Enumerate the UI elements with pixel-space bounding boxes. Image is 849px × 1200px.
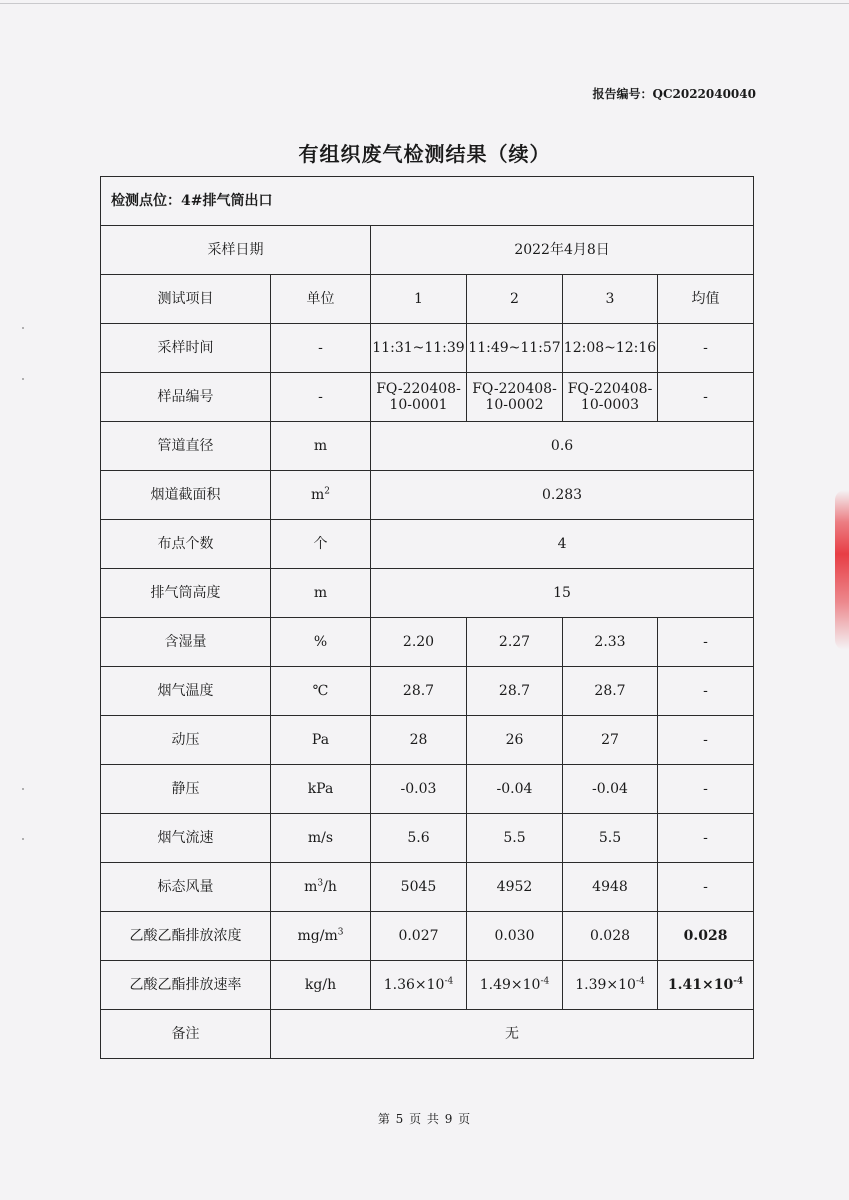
scan-speck [22, 327, 24, 329]
row-unit [271, 471, 371, 520]
row-label: 含湿量 [101, 618, 271, 667]
scan-speck [22, 378, 24, 380]
cell-value: 0.6 [371, 422, 754, 471]
unit-base: m [304, 879, 318, 895]
cell-value [563, 961, 658, 1010]
cell-value: 5045 [371, 863, 467, 912]
cell-average: - [658, 667, 754, 716]
sample-id-part: FQ-220408- [376, 381, 461, 397]
cell-value: 5.5 [467, 814, 563, 863]
cell-value: 0.283 [371, 471, 754, 520]
cell-value: 5.5 [563, 814, 658, 863]
cell-value: 4 [371, 520, 754, 569]
table-row [101, 422, 754, 471]
sample-id-part: FQ-220408- [567, 381, 653, 397]
cell-value: 5.6 [371, 814, 467, 863]
row-label: 烟气温度 [101, 667, 271, 716]
sample-id-part: 10-0002 [485, 397, 544, 413]
header-run-2: 2 [467, 275, 563, 324]
row-label: 动压 [101, 716, 271, 765]
row-label: 采样时间 [101, 324, 271, 373]
row-unit: 个 [271, 520, 371, 569]
cell-value [467, 373, 563, 422]
row-unit: - [271, 373, 371, 422]
row-label: 备注 [101, 1010, 271, 1059]
cell-average: - [658, 716, 754, 765]
results-table [100, 176, 754, 1059]
cell-value: 11:31~11:39 [371, 324, 467, 373]
row-label: 静压 [101, 765, 271, 814]
row-label: 样品编号 [101, 373, 271, 422]
report-number: 报告编号：QC2022040040 [592, 87, 756, 101]
row-unit [271, 863, 371, 912]
cell-value [563, 373, 658, 422]
cell-value: -0.04 [563, 765, 658, 814]
header-unit: 单位 [271, 275, 371, 324]
header-run-1: 1 [371, 275, 467, 324]
table-row [101, 520, 754, 569]
rate-mantissa: 1.39×10 [575, 977, 636, 993]
cell-value: 28 [371, 716, 467, 765]
table-header-row [101, 275, 754, 324]
row-unit: kg/h [271, 961, 371, 1010]
table-row [101, 814, 754, 863]
rate-mantissa: 1.49×10 [479, 977, 541, 993]
table-row [101, 765, 754, 814]
cell-value: 0.028 [563, 912, 658, 961]
table-row [101, 961, 754, 1010]
scan-speck [22, 838, 24, 840]
row-label: 乙酸乙酯排放速率 [101, 961, 271, 1010]
row-label: 烟气流速 [101, 814, 271, 863]
page-footer: 第 5 页 共 9 页 [377, 1112, 472, 1126]
table-row [101, 618, 754, 667]
row-unit: Pa [271, 716, 371, 765]
cell-value: 0.030 [467, 912, 563, 961]
cell-value: 0.027 [371, 912, 467, 961]
row-label: 烟道截面积 [101, 471, 271, 520]
unit-exponent: 3 [317, 878, 324, 889]
cell-value: 4948 [563, 863, 658, 912]
cell-average: - [658, 373, 754, 422]
cell-value [371, 961, 467, 1010]
row-unit: m [271, 422, 371, 471]
unit-base: mg/m [297, 928, 338, 944]
sample-id-part: 10-0001 [389, 397, 448, 413]
cell-value: 15 [371, 569, 754, 618]
sample-id-part: 10-0003 [580, 397, 640, 413]
row-unit: kPa [271, 765, 371, 814]
cell-value: 2.33 [563, 618, 658, 667]
row-label: 管道直径 [101, 422, 271, 471]
header-run-3: 3 [563, 275, 658, 324]
cell-value: 26 [467, 716, 563, 765]
cell-value [371, 373, 467, 422]
cell-value: 2.20 [371, 618, 467, 667]
header-item: 测试项目 [101, 275, 271, 324]
red-seal-stamp [835, 490, 849, 650]
table-row [101, 912, 754, 961]
table-row [101, 471, 754, 520]
table-row [101, 863, 754, 912]
rate-mantissa: 1.41×10 [667, 977, 734, 993]
table-row [101, 226, 754, 275]
cell-average: - [658, 814, 754, 863]
table-row [101, 716, 754, 765]
sampling-date-value: 2022年4月8日 [371, 226, 754, 275]
cell-average: - [658, 765, 754, 814]
row-unit: m [271, 569, 371, 618]
cell-value: 28.7 [563, 667, 658, 716]
cell-value [467, 961, 563, 1010]
row-unit: m/s [271, 814, 371, 863]
rate-exponent: -4 [635, 976, 645, 987]
cell-value: 12:08~12:16 [563, 324, 658, 373]
unit-base: m [310, 487, 325, 503]
row-label: 排气筒高度 [101, 569, 271, 618]
cell-average [658, 961, 754, 1010]
cell-value: 27 [563, 716, 658, 765]
unit-exponent: 3 [337, 927, 344, 938]
row-label: 乙酸乙酯排放浓度 [101, 912, 271, 961]
cell-value: 4952 [467, 863, 563, 912]
rate-exponent: -4 [540, 976, 550, 987]
cell-average: 0.028 [658, 912, 754, 961]
cell-value: 28.7 [467, 667, 563, 716]
table-row [101, 667, 754, 716]
remarks-value: 无 [271, 1010, 754, 1059]
table-row [101, 373, 754, 422]
table-row [101, 177, 754, 226]
table-row [101, 569, 754, 618]
row-unit [271, 912, 371, 961]
cell-value: -0.03 [371, 765, 467, 814]
cell-value: 28.7 [371, 667, 467, 716]
cell-value: 2.27 [467, 618, 563, 667]
scan-speck [22, 788, 24, 790]
cell-average: - [658, 618, 754, 667]
rate-exponent: -4 [733, 976, 744, 987]
cell-average: - [658, 324, 754, 373]
sample-id-part: FQ-220408- [472, 381, 557, 397]
table-row [101, 1010, 754, 1059]
row-unit: - [271, 324, 371, 373]
top-border-line [0, 3, 849, 4]
header-average: 均值 [658, 275, 754, 324]
row-label: 布点个数 [101, 520, 271, 569]
cell-value: 11:49~11:57 [467, 324, 563, 373]
cell-average: - [658, 863, 754, 912]
rate-exponent: -4 [444, 976, 454, 987]
location-cell: 检测点位：4#排气筒出口 [101, 177, 754, 226]
row-label: 标态风量 [101, 863, 271, 912]
unit-exponent: 2 [324, 486, 330, 497]
row-unit: % [271, 618, 371, 667]
page-title: 有组织废气检测结果（续） [298, 142, 551, 166]
rate-mantissa: 1.36×10 [383, 977, 445, 993]
table-row [101, 324, 754, 373]
unit-tail: /h [323, 879, 337, 895]
cell-value: -0.04 [467, 765, 563, 814]
sampling-date-label: 采样日期 [101, 226, 371, 275]
row-unit: ℃ [271, 667, 371, 716]
